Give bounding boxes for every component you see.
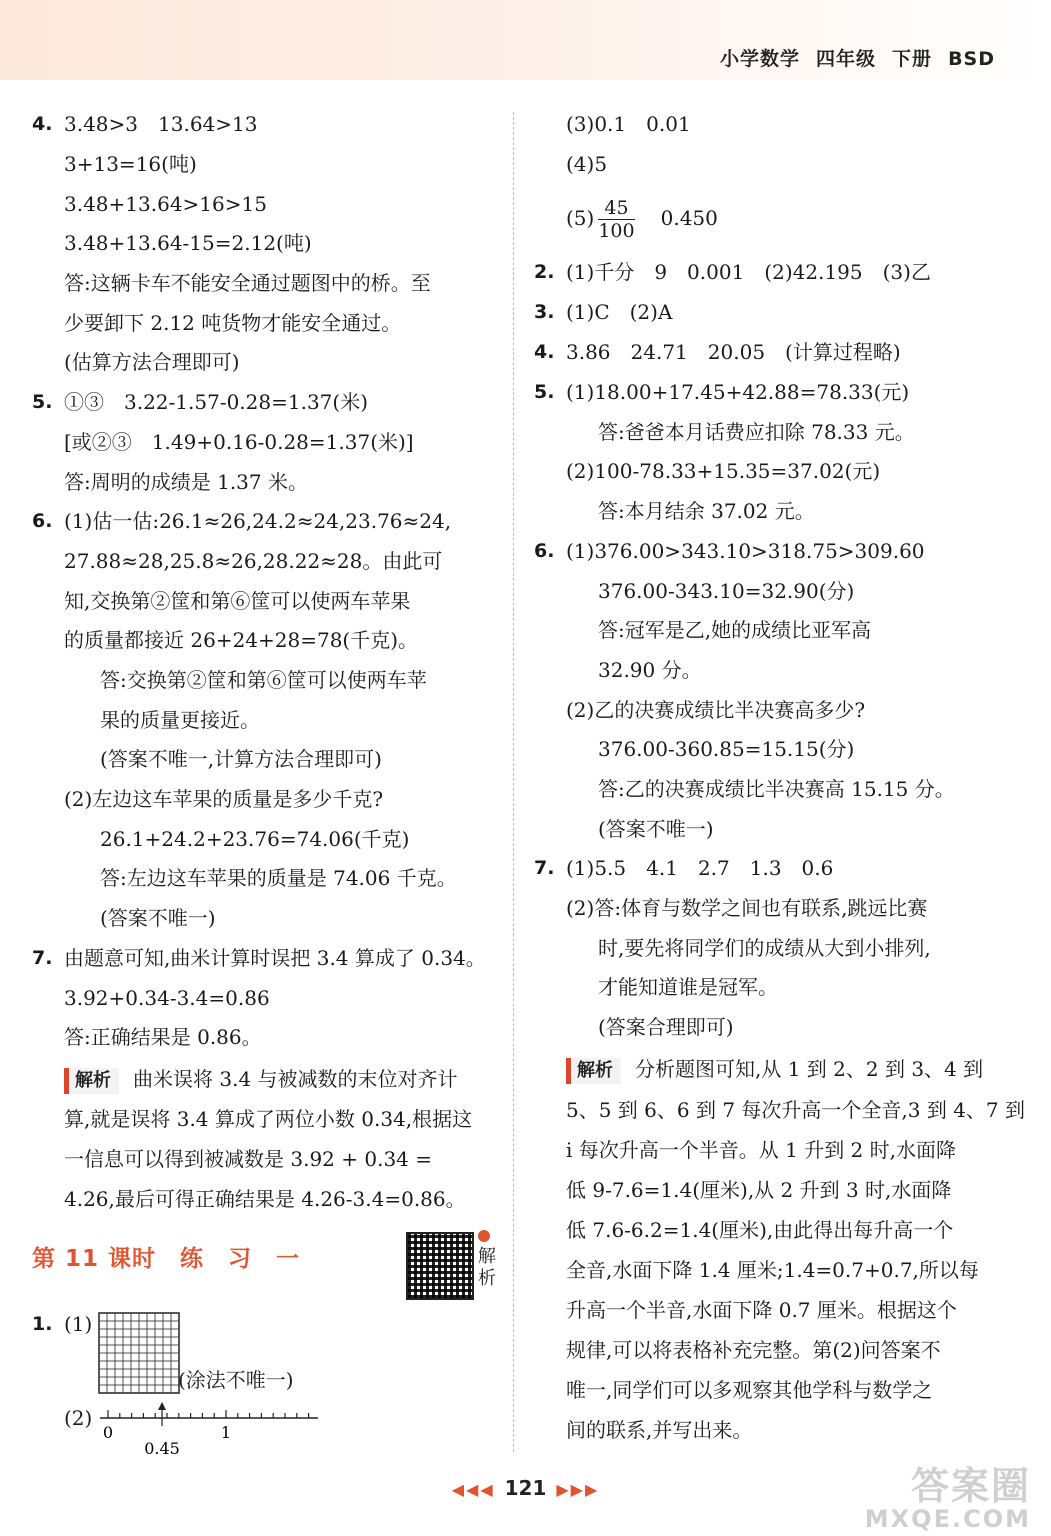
tick-label-1: 1 [220, 1423, 232, 1442]
answer-line: 答:这辆卡车不能安全通过题图中的桥。至 [64, 271, 431, 295]
question-number: 4. [534, 341, 555, 363]
answer-line: (4)5 [566, 152, 608, 176]
hundred-grid [98, 1312, 180, 1394]
part-label: (2) [64, 1406, 93, 1430]
answer-line: 3.92+0.34-3.4=0.86 [64, 986, 270, 1010]
analysis-line: 解析 曲米误将 3.4 与被减数的末位对齐计 [64, 1065, 458, 1094]
answer-line: 答:左边这车苹果的质量是 74.06 千克。 [100, 866, 457, 890]
question-number: 4. [32, 113, 53, 135]
marker-label: 0.45 [144, 1439, 180, 1458]
analysis-line: 唯一,同学们可以多观察其他学科与数学之 [566, 1378, 933, 1402]
number-line [96, 1398, 326, 1458]
qr-code[interactable] [406, 1232, 474, 1300]
answer-line: 时,要先将同学们的成绩从大到小排列, [598, 936, 931, 960]
watermark-logo: 答案圈 MXQE.COM [864, 1464, 1031, 1533]
answer-line: (答案不唯一) [100, 906, 216, 930]
question-number: 6. [32, 510, 53, 532]
answer-line: (1)18.00+17.45+42.88=78.33(元) [566, 380, 910, 404]
answer-line: 答:冠军是乙,她的成绩比亚军高 [598, 618, 872, 642]
answer-line: (估算方法合理即可) [64, 350, 240, 374]
answer-line: 答:本月结余 37.02 元。 [598, 499, 815, 523]
analysis-line: 算,就是误将 3.4 算成了两位小数 0.34,根据这 [64, 1107, 473, 1131]
answer-line: 3.48+13.64-15=2.12(吨) [64, 231, 312, 255]
analysis-line: 4.26,最后可得正确结果是 4.26-3.4=0.86。 [64, 1187, 466, 1211]
answer-line: 答:周明的成绩是 1.37 米。 [64, 470, 308, 494]
answer-line: 3+13=16(吨) [64, 152, 197, 176]
prev-arrows-icon: ◀◀◀ [451, 1480, 495, 1499]
answer-line: (3)0.1 0.01 [566, 112, 691, 136]
answer-line: 32.90 分。 [598, 658, 702, 682]
book-header [704, 44, 995, 71]
question-number: 1. [32, 1313, 53, 1335]
answer-line: 果的质量更接近。 [100, 708, 260, 732]
analysis-line: 升高一个半音,水面下降 0.7 厘米。根据这个 [566, 1298, 957, 1322]
analysis-line: 规律,可以将表格补充完整。第(2)问答案不 [566, 1338, 941, 1362]
answer-line: 才能知道谁是冠军。 [598, 975, 778, 999]
analysis-line: 低 9-7.6=1.4(厘米),从 2 升到 3 时,水面降 [566, 1178, 952, 1202]
answer-line: 376.00-360.85=15.15(分) [598, 737, 855, 761]
fraction: $\frac{45}{100}$ [598, 197, 635, 242]
page-number: 121 [504, 1476, 547, 1500]
analysis-tag: 解析 [566, 1058, 621, 1084]
answer-line: (答案合理即可) [598, 1015, 734, 1039]
answer-line: 答:乙的决赛成绩比半决赛高 15.15 分。 [598, 777, 955, 801]
header-edition: BSD [948, 48, 995, 70]
analysis-line: 间的联系,并写出来。 [566, 1418, 753, 1442]
answer-line: (2)答:体育与数学之间也有联系,跳远比赛 [566, 896, 928, 920]
analysis-line: 5、5 到 6、6 到 7 每次升高一个全音,3 到 4、7 到 [566, 1098, 1026, 1122]
analysis-line: 低 7.6-6.2=1.4(厘米),由此得出每升高一个 [566, 1218, 954, 1242]
answer-line: (5) $\frac{45}{100}$ 0.450 [566, 197, 718, 242]
answer-line: (2)左边这车苹果的质量是多少千克? [64, 787, 384, 811]
analysis-line: 解析 分析题图可知,从 1 到 2、2 到 3、4 到 [566, 1055, 983, 1084]
answer-line: 知,交换第②筐和第⑥筐可以使两车苹果 [64, 589, 411, 613]
answer-line: 3.48>3 13.64>13 [64, 112, 258, 136]
answer-line: (1)5.5 4.1 2.7 1.3 0.6 [566, 856, 834, 880]
answer-line: ①③ 3.22-1.57-0.28=1.37(米) [64, 390, 369, 414]
tick-label-0: 0 [102, 1423, 114, 1442]
answer-line: 的质量都接近 26+24+28=78(千克)。 [64, 628, 419, 652]
analysis-line: 一信息可以得到被减数是 3.92 + 0.34 = [64, 1147, 433, 1171]
answer-line: 答:正确结果是 0.86。 [64, 1025, 262, 1049]
next-arrows-icon: ▶▶▶ [556, 1480, 600, 1499]
answer-line: (1)估一估:26.1≈26,24.2≈24,23.76≈24, [64, 509, 452, 533]
answer-line: (1)C (2)A [566, 300, 673, 324]
question-number: 2. [534, 261, 555, 283]
answer-line: 答:爸爸本月话费应扣除 78.33 元。 [598, 420, 915, 444]
question-number: 3. [534, 301, 555, 323]
analysis-line: 全音,水面下降 1.4 厘米;1.4=0.7+0.7,所以每 [566, 1258, 979, 1282]
answer-line: [或②③ 1.49+0.16-0.28=1.37(米)] [64, 430, 414, 454]
answer-line: (2)乙的决赛成绩比半决赛高多少? [566, 698, 866, 722]
answer-line: 答:交换第②筐和第⑥筐可以使两车苹 [100, 668, 427, 692]
question-number: 7. [534, 857, 555, 879]
note: (涂法不唯一) [178, 1368, 294, 1392]
play-icon [478, 1230, 490, 1242]
question-number: 5. [32, 391, 53, 413]
answer-line: 3.86 24.71 20.05 (计算过程略) [566, 340, 901, 364]
answer-line: 3.48+13.64>16>15 [64, 192, 267, 216]
answer-line: (1)376.00>343.10>318.75>309.60 [566, 539, 925, 563]
answer-line: (答案不唯一) [598, 817, 714, 841]
answer-line: 由题意可知,曲米计算时误把 3.4 算成了 0.34。 [64, 946, 486, 970]
question-number: 7. [32, 947, 53, 969]
answer-line: 376.00-343.10=32.90(分) [598, 579, 855, 603]
answer-line: (答案不唯一,计算方法合理即可) [100, 747, 382, 771]
answer-line: 26.1+24.2+23.76=74.06(千克) [100, 827, 410, 851]
analysis-line: i 每次升高一个半音。从 1 升到 2 时,水面降 [566, 1138, 956, 1162]
qr-label: 解析 [478, 1230, 500, 1290]
analysis-tag: 解析 [64, 1068, 119, 1094]
answer-line: 少要卸下 2.12 吨货物才能安全通过。 [64, 311, 402, 335]
question-number: 6. [534, 540, 555, 562]
question-number: 5. [534, 381, 555, 403]
part-label: (1) [64, 1312, 93, 1336]
answer-line: 27.88≈28,25.8≈26,28.22≈28。由此可 [64, 549, 443, 573]
answer-line: (2)100-78.33+15.35=37.02(元) [566, 459, 881, 483]
header-grade: 四年级 [816, 48, 877, 70]
section-title: 第 11 课时 练 习 一 [32, 1246, 301, 1272]
header-subject: 小学数学 [720, 48, 801, 70]
column-divider [513, 112, 514, 1452]
header-volume: 下册 [892, 48, 933, 70]
answer-line: (1)千分 9 0.001 (2)42.195 (3)乙 [566, 260, 931, 284]
